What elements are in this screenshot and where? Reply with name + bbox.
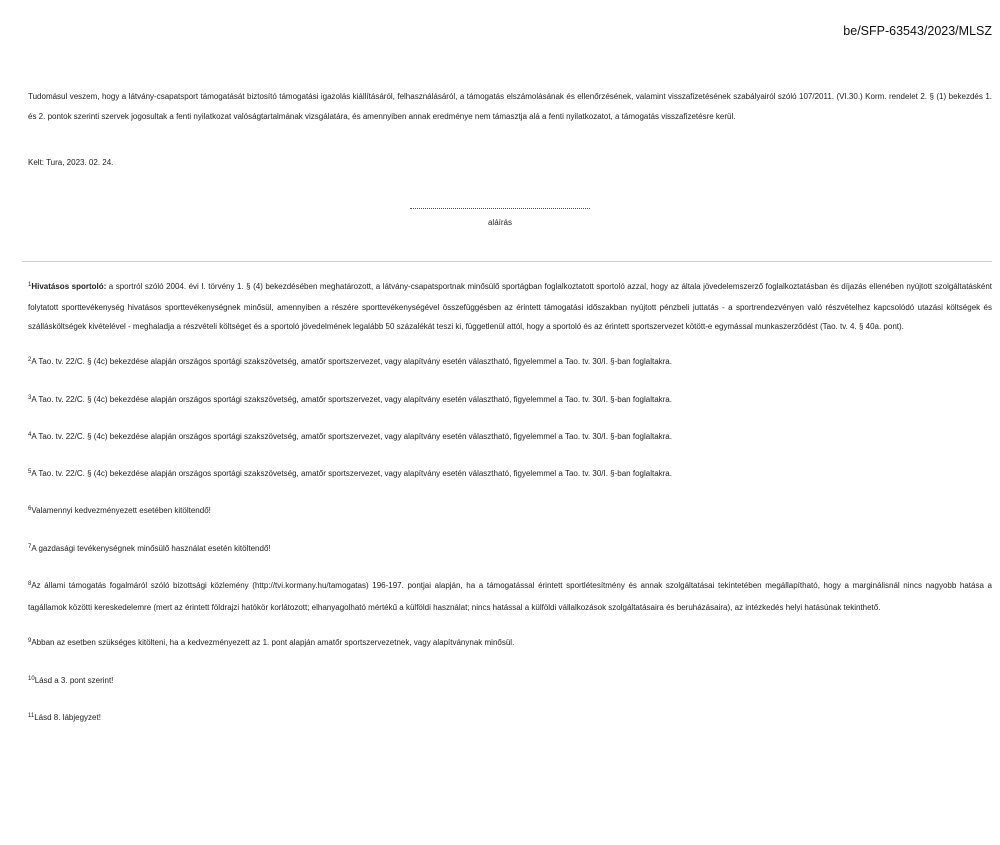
footnote-number: 7 xyxy=(28,543,32,550)
footnote-number: 3 xyxy=(28,394,32,401)
footnote-text: A gazdasági tevékenységnek minősülő használat esetén kitöltendő! xyxy=(31,543,271,553)
footnote-number: 1 xyxy=(28,282,32,288)
footnote-number: 5 xyxy=(28,469,32,476)
footnote-text: A Tao. tv. 22/C. § (4c) bekezdése alapján országos sportági szakszövetség, amatőr sportszervezet, vagy alapítvány esetén választható, figyelemmel a Tao. tv. 30/I. §-ban foglaltakra. xyxy=(31,394,672,404)
footnote-2 xyxy=(28,352,992,373)
footnote-number: 2 xyxy=(28,357,32,364)
footnote-7 xyxy=(28,539,992,560)
footnote-text: Az állami támogatás fogalmáról szóló bizottsági közlemény (http://tvi.kormany.hu/tamogatas) 196-197. pontjai alapján, ha a támogatással érintett sportlétesítmény és annak szolgáltatásai tekintetében megállapítható, hogy a marginálisnál nincs nagyobb hatása a tagállamok közötti kereskedelemre (mert az érintett földrajzi hatókör korlátozott; elhanyagolható mértékű a külföldi használat; nincs hatással a külföldi vállalkozások szolgáltatásaira és beruházásaira), az intézkedés helyi hatásúnak tekinthető. xyxy=(28,581,992,612)
footnote-8 xyxy=(28,576,992,617)
footnote-text: A Tao. tv. 22/C. § (4c) bekezdése alapján országos sportági szakszövetség, amatőr sportszervezet, vagy alapítvány esetén választható, figyelemmel a Tao. tv. 30/I. §-ban foglaltakra. xyxy=(31,357,672,367)
footnote-text: Abban az esetben szükséges kitölteni, ha a kedvezményezett az 1. pont alapján amatőr sportszervezetnek, vagy alapítványnak minősül. xyxy=(31,638,515,648)
footnote-6 xyxy=(28,501,992,522)
footnote-5 xyxy=(28,464,992,485)
footnote-number: 6 xyxy=(28,506,32,513)
footnote-number: 9 xyxy=(28,638,32,645)
footnotes-section xyxy=(28,277,992,729)
footnote-term: Hivatásos sportoló: xyxy=(31,282,107,291)
footnote-text: Valamennyi kedvezményezett esetében kitöltendő! xyxy=(31,506,211,516)
footnote-4 xyxy=(28,427,992,448)
footnote-text: A Tao. tv. 22/C. § (4c) bekezdése alapján országos sportági szakszövetség, amatőr sportszervezet, vagy alapítvány esetén választható, figyelemmel a Tao. tv. 30/I. §-ban foglaltakra. xyxy=(31,469,672,479)
footnote-number: 11 xyxy=(28,712,35,719)
footnote-10 xyxy=(28,671,992,692)
footnote-11 xyxy=(28,708,992,729)
footnote-text: Lásd a 3. pont szerint! xyxy=(34,675,114,685)
footnote-number: 10 xyxy=(28,675,35,682)
document-reference-number: be/SFP-63543/2023/MLSZ xyxy=(843,24,992,38)
signature-line xyxy=(410,208,590,209)
footnote-separator xyxy=(22,261,992,262)
footnote-number: 4 xyxy=(28,431,32,438)
place-and-date: Kelt: Tura, 2023. 02. 24. xyxy=(28,158,114,167)
footnote-text: A Tao. tv. 22/C. § (4c) bekezdése alapján országos sportági szakszövetség, amatőr sportszervezet, vagy alapítvány esetén választható, figyelemmel a Tao. tv. 30/I. §-ban foglaltakra. xyxy=(31,431,672,441)
footnote-text: a sportról szóló 2004. évi I. törvény 1. § (4) bekezdésében meghatározott, a látvány-csapatsportnak minősülő sportágban foglalkoztatott sportoló azzal, hogy az általa jövedelemszerző foglalkoztatásban és díjazás ellenében nyújtott szolgáltatásként folytatott sporttevékenység hivatásos sporttevékenységnek minősül, amennyiben a részére sporttevékenységével összefüggésben az érintett támogatási időszakban nyújtott pénzbeli juttatás - a sportrendezvényen való részvételhez kapcsolódó utazási költségek és szállásköltségek kivételével - meghaladja a részvételi költséget és a sportoló jövedelmének legalább 50 százalékát teszi ki, függetlenül attól, hogy a sportoló és az érintett sportszervezet kötött-e egymással munkaszerződést (Tao. tv. 4. § 40a. pont). xyxy=(28,282,992,331)
footnote-text: Lásd 8. lábjegyzet! xyxy=(34,712,101,722)
footnote-3 xyxy=(28,390,992,411)
signature-label: aláírás xyxy=(487,218,512,227)
footnote-number: 8 xyxy=(28,581,32,588)
footnote-9 xyxy=(28,633,992,654)
footnote-1 xyxy=(28,277,992,336)
declaration-paragraph: Tudomásul veszem, hogy a látvány-csapatsport támogatását biztosító támogatási igazolás kiállításáról, felhasználásáról, a támogatás elszámolásának és ellenőrzésének, valamint visszafizetésének szabályairól szóló 107/2011. (VI.30.) Korm. rendelet 2. § (1) bekezdés 1. és 2. pontok szerinti szervek jogosultak a fenti nyilatkozat valóságtartalmának vizsgálatára, és amennyiben annak eredménye nem támasztja alá a fenti nyilatkozatot, a támogatás visszafizetésre kerül. xyxy=(28,92,992,121)
